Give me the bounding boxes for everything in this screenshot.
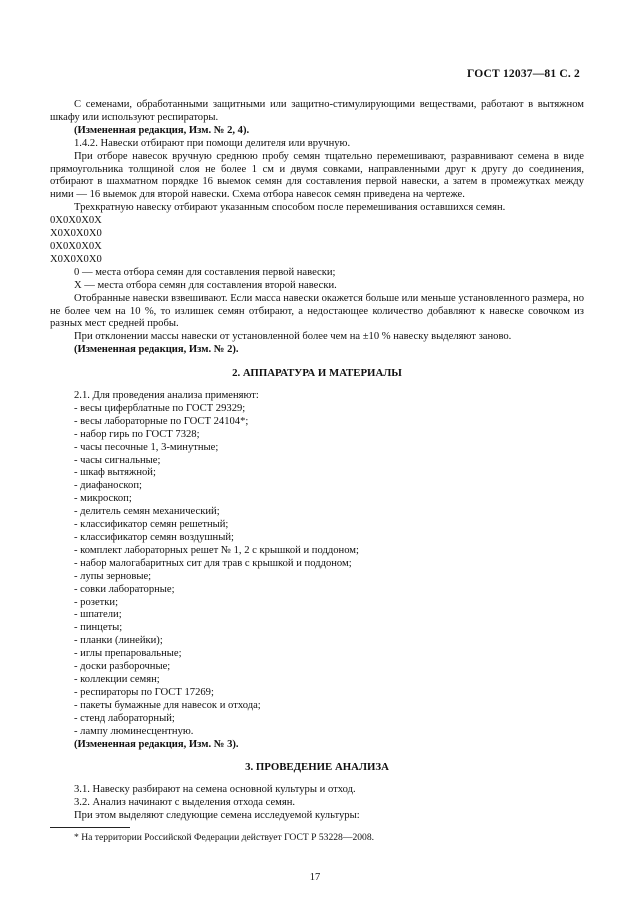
paragraph: (Измененная редакция, Изм. № 2, 4). bbox=[74, 124, 250, 136]
equipment-list-item: - часы песочные 1, 3-минутные; bbox=[74, 441, 219, 453]
paragraph: При отклонении массы навески от установленной более чем на ±10 % навеску выделяют заново. bbox=[74, 331, 512, 343]
running-header: ГОСТ 12037—81 С. 2 bbox=[467, 68, 580, 80]
equipment-list-item: - шпатели; bbox=[74, 609, 122, 621]
equipment-list-item: - лампу люминесцентную. bbox=[74, 725, 194, 737]
equipment-list-item: - розетки; bbox=[74, 596, 119, 608]
section-3-body bbox=[50, 784, 584, 823]
equipment-list-item: - набор малогабаритных сит для трав с крышкой и поддоном; bbox=[74, 557, 352, 569]
paragraph: 0 — места отбора семян для составления первой навески; bbox=[74, 266, 336, 278]
equipment-list-item: - стенд лабораторный; bbox=[74, 712, 175, 724]
equipment-list-item: - набор гирь по ГОСТ 7328; bbox=[74, 428, 200, 440]
paragraph: При этом выделяют следующие семена исследуемой культуры: bbox=[74, 810, 360, 822]
footnote: * На территории Российской Федерации действует ГОСТ Р 53228—2008. bbox=[74, 832, 375, 843]
section-2-heading: 2. АППАРАТУРА И МАТЕРИАЛЫ bbox=[232, 367, 402, 380]
paragraph: Трехкратную навеску отбирают указанным способом после перемешивания оставшихся семян. bbox=[74, 202, 506, 214]
section-2-amendment-note: (Измененная редакция, Изм. № 3). bbox=[74, 738, 239, 750]
equipment-list-item: - коллекции семян; bbox=[74, 673, 160, 685]
equipment-list-item: - респираторы по ГОСТ 17269; bbox=[74, 686, 214, 698]
paragraph: Отобранные навески взвешивают. Если масса навески окажется больше или меньше установленного размера, но не более чем на 10 %, то излишек семян отбирают, а недостающее количество добавляют к навеске совочком из разных мест средней пробы. bbox=[50, 292, 584, 330]
equipment-list-item: - весы циферблатные по ГОСТ 29329; bbox=[74, 402, 246, 414]
paragraph: 0Х0Х0Х0Х bbox=[50, 215, 102, 227]
equipment-list-item: - комплект лабораторных решет № 1, 2 с крышкой и поддоном; bbox=[74, 544, 359, 556]
equipment-list-item: - пакеты бумажные для навесок и отхода; bbox=[74, 699, 261, 711]
equipment-list-item: - доски разборочные; bbox=[74, 661, 171, 673]
paragraph: Х0Х0Х0Х0 bbox=[50, 228, 102, 240]
page-body bbox=[50, 99, 584, 823]
section-3-heading: 3. ПРОВЕДЕНИЕ АНАЛИЗА bbox=[245, 761, 389, 774]
equipment-list bbox=[50, 403, 584, 739]
footnote-divider bbox=[50, 827, 130, 828]
paragraph: 3.2. Анализ начинают с выделения отхода семян. bbox=[74, 797, 296, 809]
equipment-list-item: - совки лабораторные; bbox=[74, 583, 175, 595]
paragraph: 3.1. Навеску разбирают на семена основной культуры и отход. bbox=[74, 784, 356, 796]
equipment-list-item: - часы сигнальные; bbox=[74, 454, 161, 466]
equipment-list-item: - делитель семян механический; bbox=[74, 506, 220, 518]
equipment-list-item: - планки (линейки); bbox=[74, 635, 163, 647]
paragraph: С семенами, обработанными защитными или защитно-стимулирующими веществами, работают в вытяжном шкафу или используют респираторы. bbox=[50, 99, 584, 123]
equipment-list-item: - шкаф вытяжной; bbox=[74, 467, 156, 479]
equipment-list-item: - классификатор семян решетный; bbox=[74, 519, 229, 531]
equipment-list-item: - пинцеты; bbox=[74, 622, 123, 634]
section-2-intro: 2.1. Для проведения анализа применяют: bbox=[74, 390, 259, 402]
equipment-list-item: - диафаноскоп; bbox=[74, 480, 142, 492]
equipment-list-item: - микроскоп; bbox=[74, 493, 132, 505]
paragraph: 1.4.2. Навески отбирают при помощи делителя или вручную. bbox=[74, 137, 351, 149]
equipment-list-item: - лупы зерновые; bbox=[74, 570, 152, 582]
paragraph: (Измененная редакция, Изм. № 2). bbox=[74, 344, 239, 356]
section-1-continuation bbox=[50, 99, 584, 357]
page-number: 17 bbox=[309, 872, 321, 883]
paragraph: Х0Х0Х0Х0 bbox=[50, 253, 102, 265]
equipment-list-item: - классификатор семян воздушный; bbox=[74, 532, 234, 543]
paragraph: При отборе навесок вручную среднюю пробу семян тщательно перемешивают, разравнивают семена в виде прямоугольника толщиной слоя не более 1 см и двумя совками, направленными друг к другу до соединения, отбирают в шахматном порядке 16 выемок семян для составления первой навески, а затем в промежутках между ними — 16 выемок для второй навески. Схема отбора навесок семян приведена на чертеже. bbox=[50, 150, 584, 201]
equipment-list-item: - весы лабораторные по ГОСТ 24104*; bbox=[74, 415, 249, 427]
paragraph: Х — места отбора семян для составления второй навески. bbox=[74, 279, 337, 291]
equipment-list-item: - иглы препаровальные; bbox=[74, 648, 182, 660]
paragraph: 0Х0Х0Х0Х bbox=[50, 240, 102, 252]
